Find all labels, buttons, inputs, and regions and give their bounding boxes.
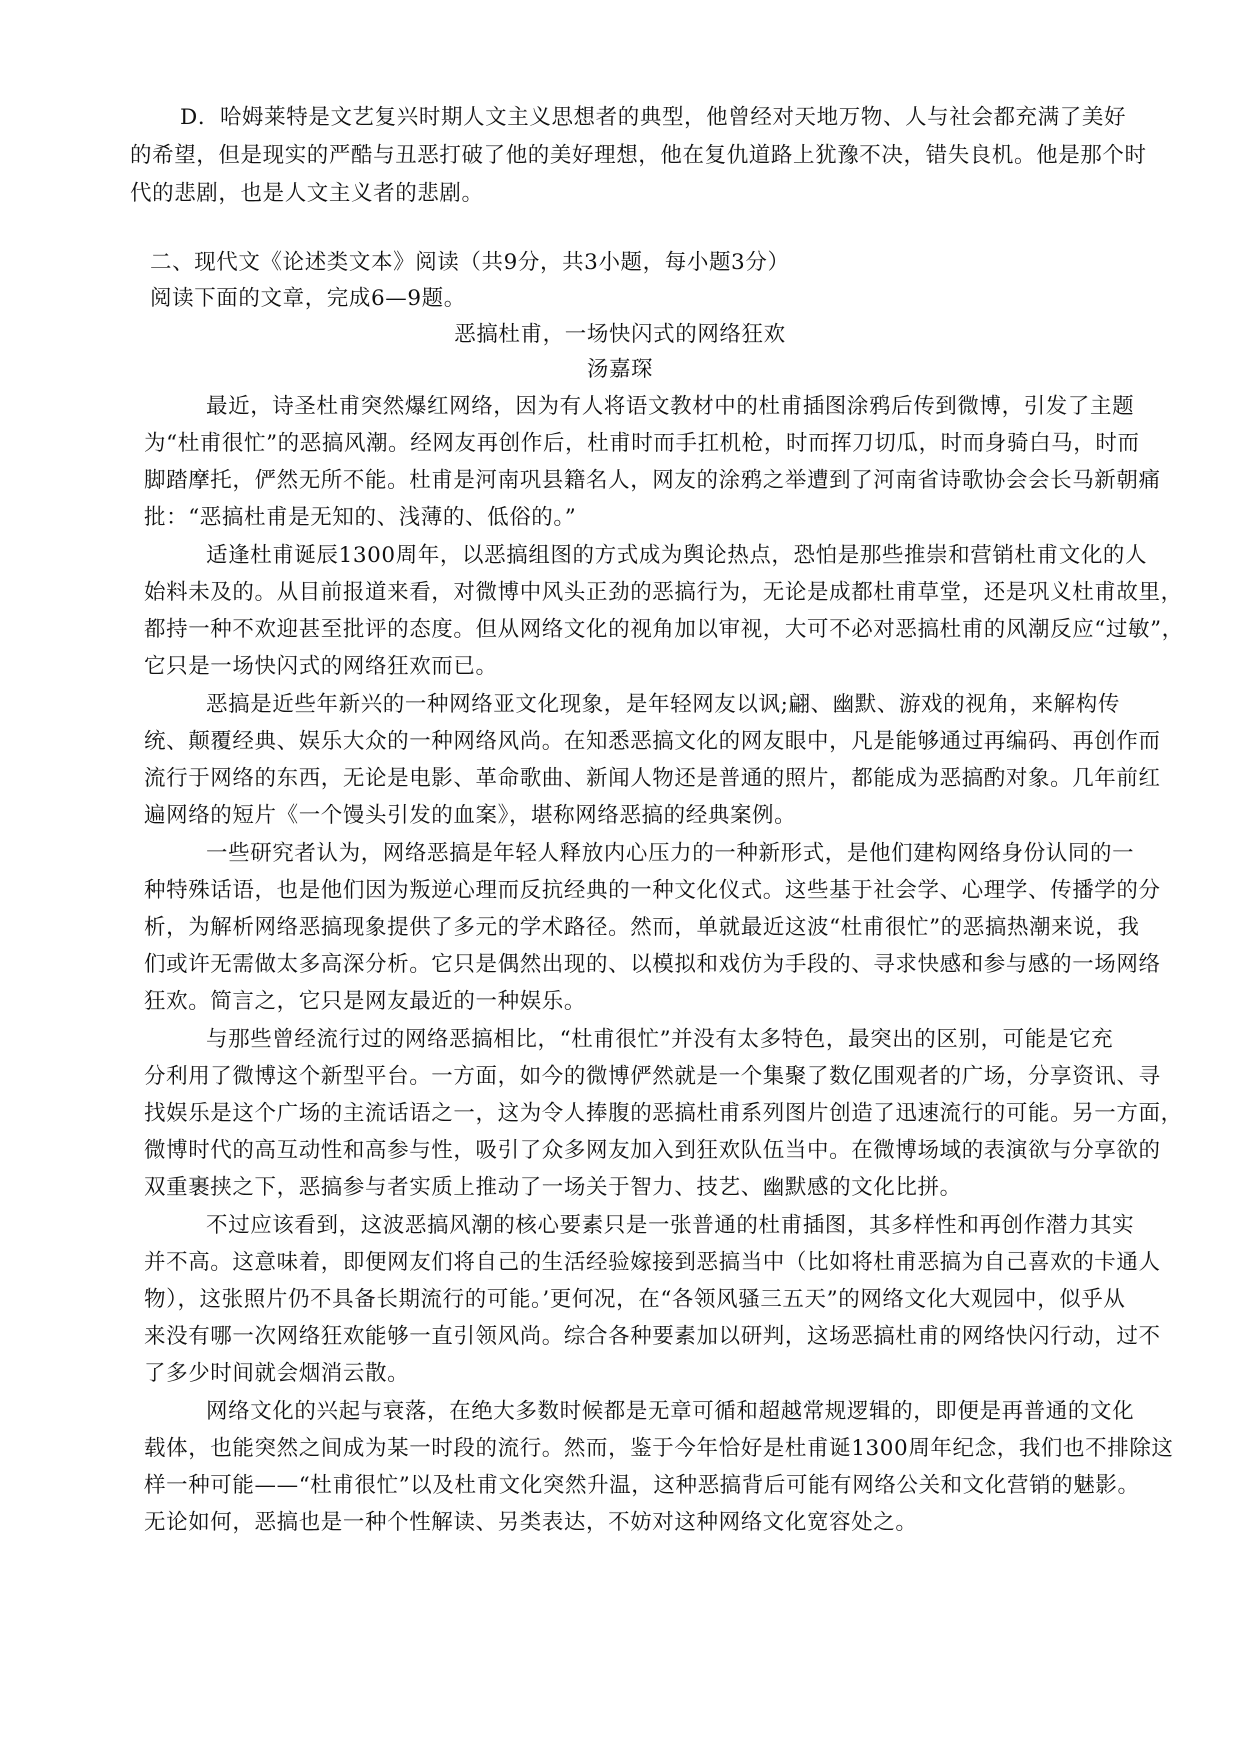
paragraph-line: 一些研究者认为，网络恶搞是年轻人释放内心压力的一种新形式，是他们建构网络身份认同的一	[206, 841, 1135, 866]
paragraph-line: 恶搞是近些年新兴的一种网络亚文化现象，是年轻网友以讽;翩、幽默、游戏的视角，来解构传	[206, 692, 1120, 717]
paragraph-line: 找娱乐是这个广场的主流话语之一，这为令人捧腹的恶搞杜甫系列图片创造了迅速流行的可能。另一方面，	[144, 1101, 1183, 1126]
paragraph-line: 了多少时间就会烟消云散。	[144, 1361, 410, 1386]
instruction: 阅读下面的文章，完成6—9题。	[150, 286, 466, 311]
paragraph-line: 为“杜甫很忙”的恶搞风潮。经网友再创作后，杜甫时而手扛机枪，时而挥刀切瓜，时而身骑白马，时而	[144, 431, 1140, 456]
paragraph-line: 都持一种不欢迎甚至批评的态度。但从网络文化的视角加以审视，大可不必对恶搞杜甫的风潮反应“过敏”，	[144, 617, 1184, 642]
paragraph-line: 来没有哪一次网络狂欢能够一直引领风尚。综合各种要素加以研判，这场恶搞杜甫的网络快闪行动，过不	[144, 1324, 1161, 1349]
paragraph-line: 遍网络的短片《一个馒头引发的血案》，堪称网络恶搞的经典案例。	[144, 803, 797, 828]
paragraph-line: 最近，诗圣杜甫突然爆红网络，因为有人将语文教材中的杜甫插图涂鸦后传到微博，引发了主题	[206, 394, 1135, 419]
paragraph-line: 物），这张照片仍不具备长期流行的可能。’更何况，在“各领风骚三五天”的网络文化大观园中，似乎从	[144, 1287, 1126, 1312]
paragraph-line: 微博时代的高互动性和高参与性，吸引了众多网友加入到狂欢队伍当中。在微博场域的表演欲与分享欲的	[144, 1138, 1161, 1163]
paragraph-line: 们或许无需做太多高深分析。它只是偶然出现的、以模拟和戏仿为手段的、寻求快感和参与感的一场网络	[144, 952, 1161, 977]
paragraph-line: 分利用了微博这个新型平台。一方面，如今的微博俨然就是一个集聚了数亿围观者的广场，分享资讯、寻	[144, 1064, 1161, 1089]
paragraph-line: 批：“恶搞杜甫是无知的、浅薄的、低俗的。”	[144, 505, 577, 530]
paragraph-line: 狂欢。简言之，它只是网友最近的一种娱乐。	[144, 989, 587, 1014]
article-title: 恶搞杜甫，一场快闪式的网络狂欢	[454, 322, 786, 347]
paragraph-line: 始料未及的。从目前报道来看，对微博中风头正劲的恶搞行为，无论是成都杜甫草堂，还是巩义杜甫故里，	[144, 580, 1183, 605]
paragraph-line: 不过应该看到，这波恶搞风潮的核心要素只是一张普通的杜甫插图，其多样性和再创作潜力其实	[206, 1213, 1135, 1238]
option-d-line-1: D．哈姆莱特是文艺复兴时期人文主义思想者的典型，他曾经对天地万物、人与社会都充满了美好	[180, 105, 1127, 130]
paragraph-line: 载体，也能突然之间成为某一时段的流行。然而，鉴于今年恰好是杜甫诞1300周年纪念，我们也不排除这	[144, 1436, 1174, 1461]
article-author: 汤嘉琛	[586, 357, 654, 382]
paragraph-line: 与那些曾经流行过的网络恶搞相比，“杜甫很忙”并没有太多特色，最突出的区别，可能是它充	[206, 1027, 1114, 1052]
paragraph-line: 双重裹挟之下，恶搞参与者实质上推动了一场关于智力、技艺、幽默感的文化比拼。	[144, 1175, 962, 1200]
paragraph-line: 它只是一场快闪式的网络狂欢而已。	[144, 654, 498, 679]
paragraph-line: 析，为解析网络恶搞现象提供了多元的学术路径。然而，单就最近这波“杜甫很忙”的恶搞热潮来说，我	[144, 915, 1140, 940]
paragraph-line: 无论如何，恶搞也是一种个性解读、另类表达，不妨对这种网络文化宽容处之。	[144, 1510, 918, 1535]
paragraph-line: 统、颠覆经典、娱乐大众的一种网络风尚。在知悉恶搞文化的网友眼中，凡是能够通过再编码、再创作而	[144, 729, 1161, 754]
option-d-line-2: 的希望，但是现实的严酷与丑恶打破了他的美好理想，他在复仇道路上犹豫不决，错失良机。他是那个时	[130, 143, 1147, 168]
paragraph-line: 适逢杜甫诞辰1300周年，以恶搞组图的方式成为舆论热点，恐怕是那些推崇和营销杜甫文化的人	[206, 543, 1148, 568]
paragraph-line: 流行于网络的东西，无论是电影、革命歌曲、新闻人物还是普通的照片，都能成为恶搞酌对象。几年前红	[144, 766, 1161, 791]
paragraph-line: 网络文化的兴起与衰落，在绝大多数时候都是无章可循和超越常规逻辑的，即便是再普通的文化	[206, 1399, 1135, 1424]
paragraph-line: 并不高。这意味着，即便网友们将自己的生活经验嫁接到恶搞当中（比如将杜甫恶搞为自己喜欢的卡通人	[144, 1250, 1161, 1275]
option-d-line-3: 代的悲剧，也是人文主义者的悲剧。	[130, 181, 484, 206]
section-heading: 二、现代文《论述类文本》阅读（共9分，共3小题，每小题3分）	[150, 250, 790, 275]
paragraph-line: 样一种可能——“杜甫很忙”以及杜甫文化突然升温，这种恶搞背后可能有网络公关和文化营销的魅影。	[144, 1473, 1140, 1498]
paragraph-line: 种特殊话语，也是他们因为叛逆心理而反抗经典的一种文化仪式。这些基于社会学、心理学、传播学的分	[144, 878, 1161, 903]
paragraph-line: 脚踏摩托，俨然无所不能。杜甫是河南巩县籍名人，网友的涂鸦之举遭到了河南省诗歌协会会长马新朝痛	[144, 468, 1161, 493]
